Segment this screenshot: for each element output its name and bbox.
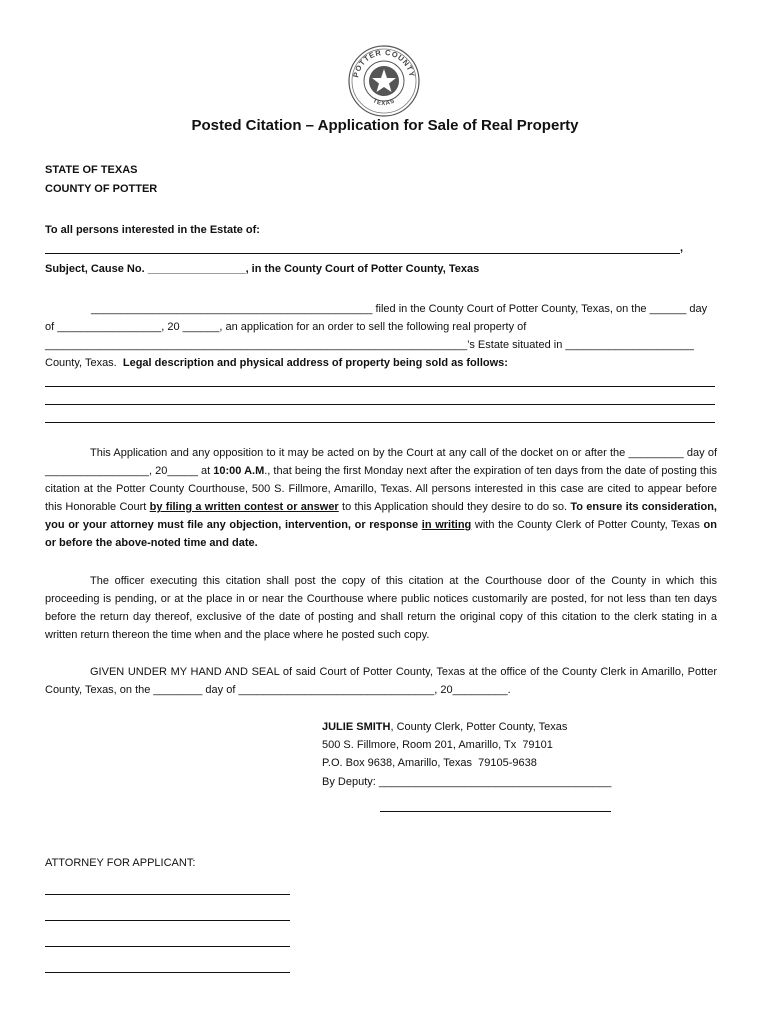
seal-outer-text: POTTER COUNTY bbox=[351, 47, 417, 79]
seal-inner-text: TEXAS bbox=[371, 98, 397, 108]
county-seal-logo bbox=[348, 45, 420, 117]
clerk-name: JULIE SMITH bbox=[322, 721, 391, 733]
attorney-blank-4 bbox=[45, 972, 290, 973]
clerk-address-line-1: 500 S. Fillmore, Room 201, Amarillo, Tx 79101 bbox=[322, 739, 553, 752]
clerk-title: , County Clerk, Potter County, Texas bbox=[390, 721, 568, 733]
document-title: Posted Citation – Application for Sale of Real Property bbox=[191, 117, 579, 134]
state-line: STATE OF TEXAS bbox=[45, 164, 138, 176]
legal-description-blank-2 bbox=[45, 404, 715, 405]
ensure-consideration-text: To ensure its consideration, you or your attorney must file any objection, intervention, or response bbox=[45, 501, 717, 531]
deadline-text: on or before the above-noted time and date. bbox=[45, 519, 717, 549]
officer-paragraph: The officer executing this citation shall post the copy of this citation at the Courthouse door of the County in which this proceeding is pending, or at the place in or near the Courthouse where public notices customarily are posted, for not less than ten days before the return day thereof, exclusive of the date of posting and shall return the original copy of this citation to the clerk stating in a written return thereon the time when and the place where he posted such copy. bbox=[45, 575, 717, 641]
deputy-name-blank bbox=[380, 811, 611, 812]
attorney-label: ATTORNEY FOR APPLICANT: bbox=[45, 857, 196, 869]
attorney-blank-2 bbox=[45, 920, 290, 921]
hearing-paragraph: This Application and any opposition to it may be acted on by the Court at any call of the docket on or after the _________ day of _________________, 20_____ at 10:00 A.M., that being the first Monday next after the expiration of ten days from the date of posting this citation at the Potter County Courthouse, 500 S. Fillmore, Amarillo, Texas. All persons interested in this case are cited to appear before this Honorable Court by filing a written contest or answer to this Application should they desire to do so. To ensure its consideration, you or your attorney must file any objection, intervention, or response in writing with the County Clerk of Potter County, Texas on or before the above-noted time and date. bbox=[45, 447, 718, 549]
filing-requirement: by filing a written contest or answer bbox=[149, 501, 339, 513]
application-line-2: of _________________, 20 ______, an application for an order to sell the following real property of bbox=[45, 321, 527, 333]
county-texas-text: County, Texas. bbox=[45, 357, 123, 369]
estate-blank-comma: , bbox=[680, 242, 684, 254]
estate-name-blank bbox=[45, 253, 680, 254]
county-line: COUNTY OF POTTER bbox=[45, 183, 158, 195]
to-all-persons-line: To all persons interested in the Estate of: bbox=[45, 224, 260, 236]
application-line-4 bbox=[45, 356, 508, 370]
in-writing-text: in writing bbox=[421, 519, 472, 531]
given-under-hand-paragraph: GIVEN UNDER MY HAND AND SEAL of said Court of Potter County, Texas at the office of the County Clerk in Amarillo, Potter County, Texas, on the ________ day of ________________________________, 20_________. bbox=[45, 666, 717, 696]
county-clerk-block bbox=[322, 718, 611, 791]
application-line-1: ______________________________________________ filed in the County Court of Potter County, Texas, on the ______ day bbox=[91, 303, 708, 315]
attorney-blank-1 bbox=[45, 894, 290, 895]
hearing-time: 10:00 A.M bbox=[213, 465, 265, 477]
deputy-signature-line: By Deputy: ______________________________________ bbox=[322, 775, 612, 788]
legal-description-blank-1 bbox=[45, 386, 715, 387]
application-line-3: _____________________________________________________________________’s Estate situated in _____________________ bbox=[45, 339, 694, 351]
subject-cause-line: Subject, Cause No. ________________, in the County Court of Potter County, Texas bbox=[45, 263, 480, 275]
attorney-blank-3 bbox=[45, 946, 290, 947]
clerk-address-line-2: P.O. Box 9638, Amarillo, Texas 79105-9638 bbox=[322, 757, 537, 770]
legal-description-heading: Legal description and physical address of property being sold as follows: bbox=[122, 357, 508, 369]
legal-description-blank-3 bbox=[45, 422, 715, 423]
